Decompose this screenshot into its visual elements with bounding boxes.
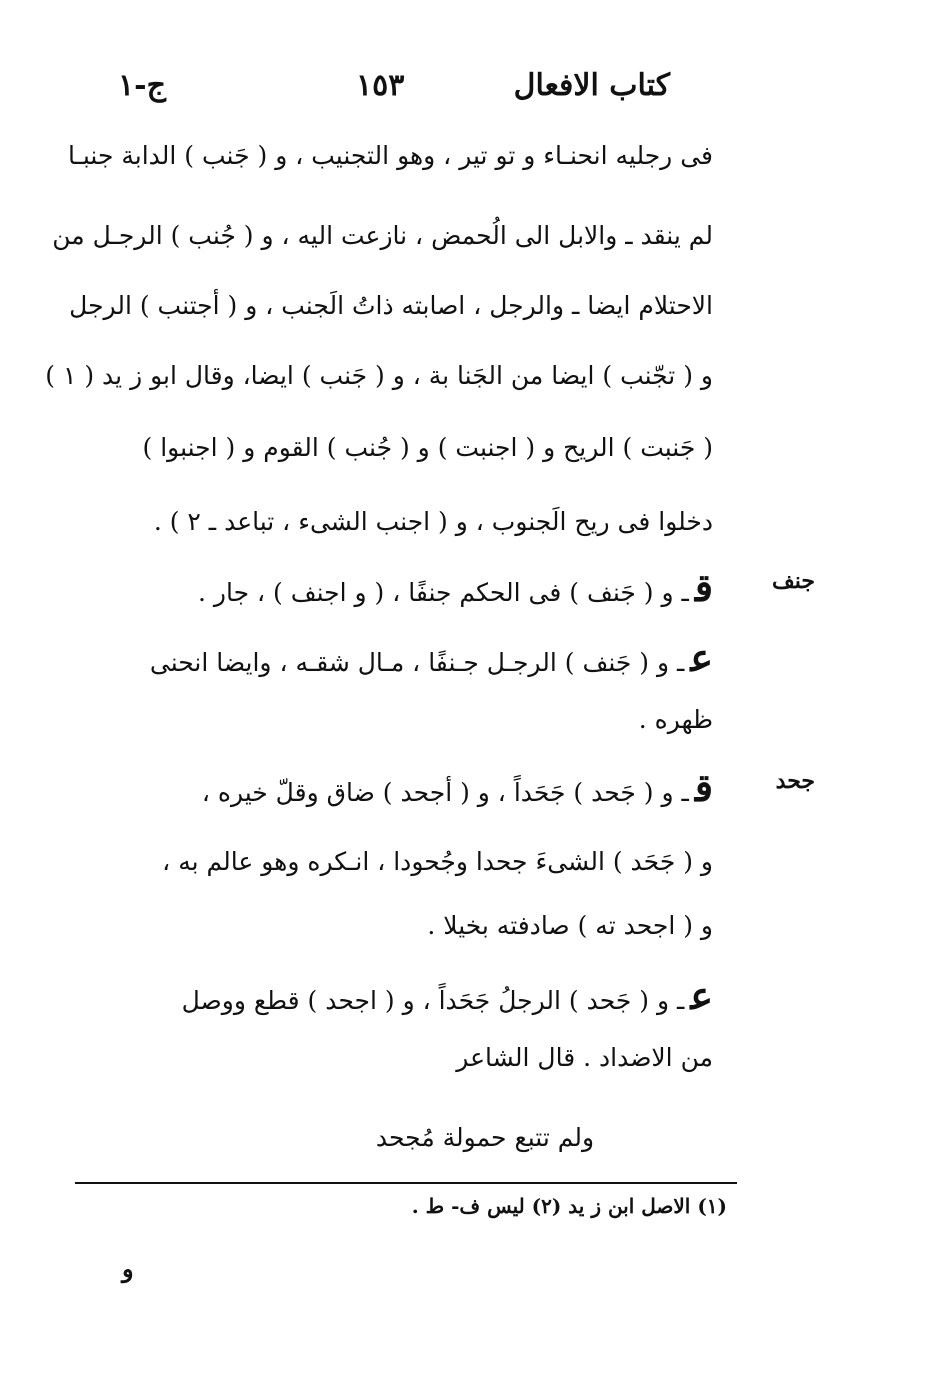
entry-line xyxy=(73,973,713,1021)
margin-headword: جنف xyxy=(771,568,815,594)
entry-text: ـ و ( جَحد ) جَحَداً ، و ( أجحد ) ضاق وقلّ خيره ، xyxy=(201,778,689,807)
entry-line: ظهره . xyxy=(638,705,713,734)
footnote-divider xyxy=(75,1182,737,1184)
entry-line xyxy=(73,765,713,813)
book-title: كتاب الافعال xyxy=(513,68,670,103)
body-line: و ( تجّنب ) ايضا من الجَنا بة ، و ( جَنب ) ايضا، وقال ابو ز يد ( ١ ) xyxy=(45,361,713,390)
footnote: (١) الاصل ابن ز يد (٢) ليس ف- ط . xyxy=(411,1194,727,1218)
entry-line xyxy=(73,565,713,613)
entry-text: ـ و ( جَنف ) فى الحكم جنفًا ، ( و اجنف ) ، جار . xyxy=(198,578,689,607)
entry-text: ـ و ( جَحد ) الرجلُ جَحَداً ، و ( اجحد ) قطع ووصل xyxy=(181,986,685,1015)
verse-line: ولم تتبع حمولة مُجحد xyxy=(375,1123,595,1152)
entry-marker: ق xyxy=(694,765,713,810)
body-line: ( جَنبت ) الريح و ( اجنبت ) و ( جُنب ) القوم و ( اجنبوا ) xyxy=(142,433,713,462)
entry-marker: ع xyxy=(690,635,713,680)
body-line: دخلوا فى ريح الَجنوب ، و ( اجنب الشىء ، تباعد ـ ٢ ) . xyxy=(153,507,713,536)
body-line: لم ينقد ـ والابل الى الُحمض ، نازعت اليه ، و ( جُنب ) الرجـل من xyxy=(52,221,713,250)
body-line: الاحتلام ايضا ـ والرجل ، اصابته ذاتُ الَجنب ، و ( أجتنب ) الرجل xyxy=(69,291,713,320)
margin-headword: جحد xyxy=(775,768,815,794)
page-number: ١٥٣ xyxy=(356,68,405,103)
entry-text: ـ و ( جَنف ) الرجـل جـنفًا ، مـال شقـه ، وايضا انحنى xyxy=(149,648,685,677)
entry-line: و ( جَحَد ) الشىءَ جحدا وجُحودا ، انـكره وهو عالم به ، xyxy=(162,847,713,876)
entry-line: من الاضداد . قال الشاعر xyxy=(456,1043,713,1072)
entry-line: و ( اجحد ته ) صادفته بخيلا . xyxy=(427,911,713,940)
entry-marker: ق xyxy=(694,565,713,610)
body-line: فى رجليه انحنـاء و تو تير ، وهو التجنيب ، و ( جَنب ) الدابة جنبـا xyxy=(67,141,713,170)
catchword: و xyxy=(122,1254,134,1283)
entry-marker: ع xyxy=(690,973,713,1018)
entry-line xyxy=(73,635,713,683)
volume-number: ج-١ xyxy=(118,68,166,103)
